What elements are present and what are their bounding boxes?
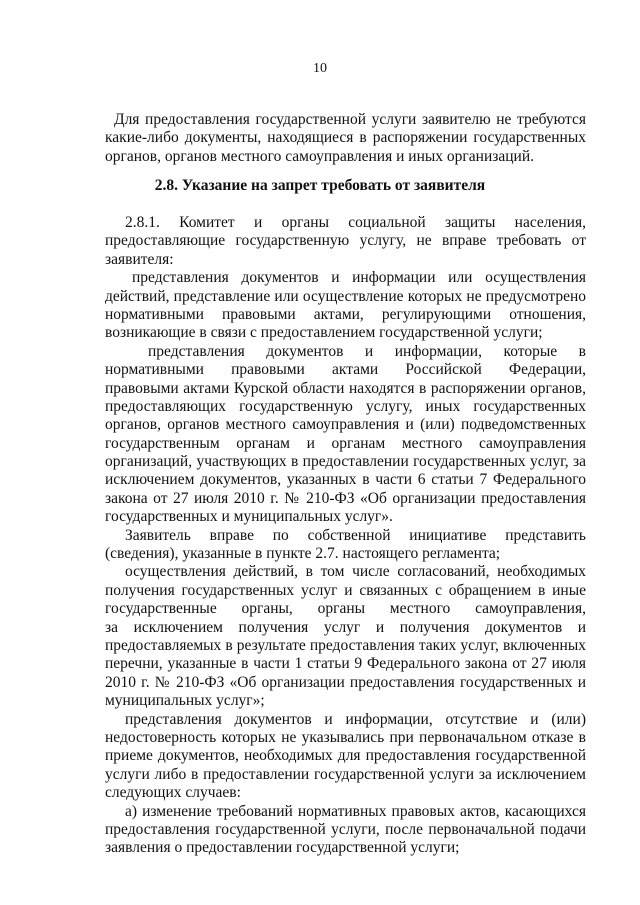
text-line: муниципальных услуг»; (105, 692, 265, 710)
text-line: какие-либо документы, находящиеся в распоряжении государственных (105, 129, 586, 147)
text-line: 2.8.1. Комитет и органы социальной защиты населения, (125, 214, 586, 231)
text-line: Заявитель вправе по собственной инициативе представить (125, 526, 586, 544)
text-line: услуги либо в предоставлении государственной услуги за исключением (105, 765, 586, 783)
text-line: представления документов и информации или осуществления (132, 269, 586, 287)
text-line: организаций, участвующих в предоставлении государственных услуг, за (105, 453, 586, 471)
text-line: государственных и муниципальных услуг». (105, 508, 393, 526)
text-line: закона от 27 июля 2010 г. № 210-ФЗ «Об организации предоставления (105, 489, 586, 507)
text-line: предоставления государственной услуги, после первоначальной подачи (105, 820, 586, 838)
text-line: представления документов и информации, которые в (148, 342, 586, 360)
text-line: правовыми актами Курской области находятся в распоряжении органов, (105, 379, 586, 397)
text-line: Для предоставления государственной услуги заявителю не требуются (114, 111, 586, 128)
intro-paragraph (105, 111, 586, 166)
text-line: органов, органов местного самоуправления и (или) подведомственных (105, 416, 586, 434)
text-line: органов, органов местного самоуправления и иных организаций. (105, 147, 534, 165)
text-line: приеме документов, необходимых для предоставления государственной (105, 747, 586, 765)
text-line: возникающие в связи с предоставлением государственной услуги; (105, 324, 543, 342)
text-line: заявления о предоставлении государственной услуги; (105, 839, 460, 857)
text-line: за исключением получения услуг и получения документов и (105, 618, 586, 636)
text-line: предоставляющие государственную услугу, не вправе требовать от (105, 232, 586, 250)
text-line: недостоверность которых не указывались при первоначальном отказе в (105, 728, 586, 746)
text-line: предоставляемых в результате предоставления таких услуг, включенных (105, 636, 586, 654)
text-line: заявителя: (105, 250, 174, 268)
text-line: получения государственных услуг и связанных с обращением в иные (105, 581, 586, 599)
text-line: а) изменение требований нормативных правовых актов, касающихся (125, 802, 586, 820)
text-line: 2010 г. № 210-ФЗ «Об организации предоставления государственных и (105, 673, 586, 691)
text-line: исключением документов, указанных в части 6 статьи 7 Федерального (105, 471, 586, 489)
section-body (105, 214, 586, 858)
text-line: предоставляющих государственную услугу, иных государственных (105, 397, 586, 415)
text-line: (сведения), указанные в пункте 2.7. настоящего регламента; (105, 545, 501, 563)
text-line: представления документов и информации, отсутствие и (или) (125, 710, 586, 728)
text-line: следующих случаев: (105, 784, 241, 802)
text-line: нормативными правовыми актами Российской Федерации, (105, 361, 586, 379)
page-number: 10 (313, 61, 327, 76)
section-heading: 2.8. Указание на запрет требовать от заявителя (154, 177, 486, 194)
text-line: нормативными правовыми актами, регулирующими отношения, (105, 305, 586, 323)
text-line: действий, представление или осуществление которых не предусмотрено (105, 287, 586, 305)
text-line: осуществления действий, в том числе согласований, необходимых (125, 563, 586, 581)
text-line: государственные органы, органы местного самоуправления, (105, 600, 586, 618)
text-line: государственным органам и органам местного самоуправления (105, 434, 586, 452)
text-line: перечни, указанные в части 1 статьи 9 Федерального закона от 27 июля (105, 655, 586, 673)
